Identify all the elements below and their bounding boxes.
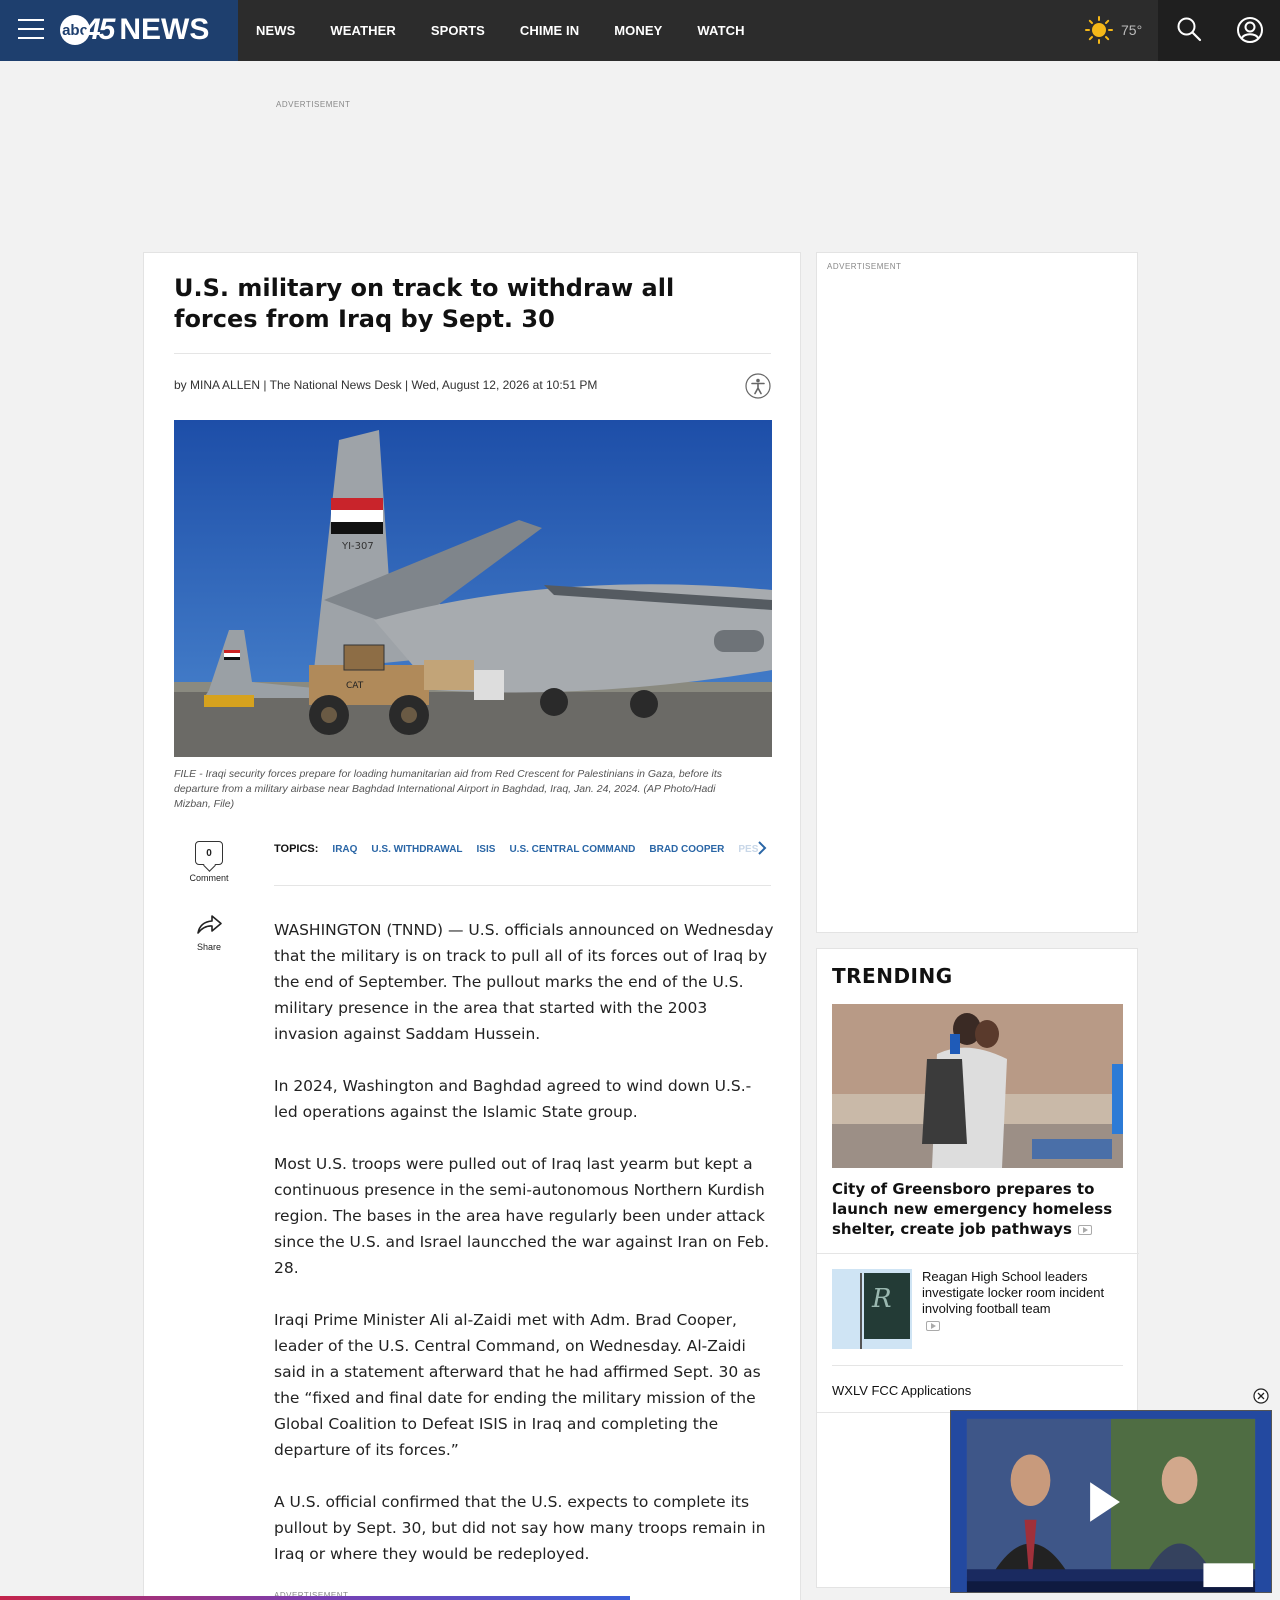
weather-widget[interactable] [1085, 12, 1142, 48]
divider [817, 1253, 1139, 1254]
nav-money[interactable]: MONEY [614, 23, 663, 38]
main-nav [256, 0, 780, 61]
nav-news[interactable]: NEWS [256, 23, 296, 38]
logo-text: NEWS [119, 13, 210, 46]
image-caption: FILE - Iraqi security forces prepare for loading humanitarian aid from Red Crescent for Palestinians in Gaza, before its departure from a military airbase near Baghdad International Airport in Baghdad, Iraq, Jan. 24, 2024. (AP Photo/Hadi Mizban, File) [174, 768, 723, 810]
comment-button[interactable] [184, 841, 234, 883]
trending-headline-text: Reagan High School leaders investigate locker room incident involving football team [922, 1269, 1105, 1316]
trending-image[interactable] [832, 1004, 1123, 1168]
topic-link[interactable]: IRAQ [332, 843, 358, 855]
divider [832, 1365, 1123, 1366]
accessibility-icon[interactable] [745, 373, 771, 399]
comment-count-icon [195, 841, 223, 865]
ad-label-side: ADVERTISEMENT [827, 262, 902, 271]
ad-label-top: ADVERTISEMENT [276, 100, 351, 109]
top-navigation-bar [0, 0, 1280, 61]
topic-link[interactable]: U.S. CENTRAL COMMAND [509, 843, 636, 855]
svg-text:CAT: CAT [346, 681, 364, 691]
article-card [143, 252, 801, 1600]
article-hero-image[interactable] [174, 420, 772, 757]
topic-link[interactable]: ISIS [476, 843, 496, 855]
divider [274, 885, 771, 886]
comment-label: Comment [189, 873, 229, 883]
menu-icon[interactable] [18, 19, 44, 41]
brand-block [0, 0, 238, 61]
reading-progress-bar [0, 1596, 630, 1600]
trending-headline[interactable] [922, 1269, 1127, 1333]
article-paragraph: WASHINGTON (TNND) — U.S. officials announced on Wednesday that the military is on track to pull all of its forces out of Iraq by the end of September. The pullout marks the end of the U.S. military presence in the area that started with the 2003 invasion against Saddam Hussein. [274, 921, 774, 1043]
topic-link[interactable]: PES [738, 843, 759, 855]
svg-text:YI-307: YI-307 [342, 541, 374, 552]
nav-watch[interactable]: WATCH [697, 23, 745, 38]
article-headline: U.S. military on track to withdraw all forces from Iraq by Sept. 30 [174, 274, 675, 333]
site-logo[interactable] [60, 12, 209, 48]
close-icon[interactable] [1253, 1388, 1269, 1404]
chevron-right-icon[interactable] [756, 840, 768, 856]
article-paragraph: A U.S. official confirmed that the U.S. expects to complete its pullout by Sept. 30, but did not say how many troops remain in Iraq or where they would be redeployed. [274, 1493, 766, 1563]
svg-text:R: R [872, 1284, 892, 1314]
divider [174, 353, 771, 354]
nav-sports[interactable]: SPORTS [430, 23, 485, 38]
trending-link[interactable]: WXLV FCC Applications [832, 1383, 972, 1398]
comment-count: 0 [206, 847, 212, 859]
search-icon[interactable] [1176, 16, 1202, 42]
header-actions [1158, 0, 1280, 61]
nav-chime-in[interactable]: CHIME IN [519, 23, 580, 38]
floating-video-player[interactable] [950, 1410, 1272, 1593]
temperature: 75° [1121, 22, 1143, 38]
trending-headline-text: City of Greensboro prepares to launch new emergency homeless shelter, create job pathways [832, 1180, 1113, 1238]
topic-link[interactable]: BRAD COOPER [649, 843, 725, 855]
article-byline: by MINA ALLEN | The National News Desk | Wed, August 12, 2026 at 10:51 PM [174, 378, 598, 392]
topics-bar [274, 839, 770, 859]
topics-label: TOPICS: [274, 843, 319, 855]
video-icon [926, 1321, 940, 1331]
nav-weather[interactable]: WEATHER [330, 23, 396, 38]
article-paragraph: In 2024, Washington and Baghdad agreed to wind down U.S.-led operations against the Islamic State group. [274, 1077, 752, 1121]
share-button[interactable] [184, 913, 234, 952]
topic-link[interactable]: U.S. WITHDRAWAL [371, 843, 463, 855]
share-label: Share [196, 942, 222, 952]
account-icon[interactable] [1236, 16, 1264, 44]
share-icon [195, 913, 223, 935]
video-icon [1078, 1225, 1092, 1235]
trending-title: TRENDING [832, 964, 953, 988]
trending-headline[interactable] [832, 1179, 1127, 1239]
article-paragraph: Iraqi Prime Minister Ali al-Zaidi met with Adm. Brad Cooper, leader of the U.S. Central Command, on Wednesday. Al-Zaidi said in a statement afterward that he had affirmed Sept. 30 as the “fixed and final date for ending the military mission of the Global Coalition to Defeat ISIS in Iraq and completing the departure of its forces.” [274, 1311, 761, 1459]
trending-thumbnail[interactable] [832, 1269, 912, 1349]
article-paragraph: Most U.S. troops were pulled out of Iraq last yearm but kept a continuous presence in the semi-autonomous Northern Kurdish region. The bases in the area have regularly been under attack since the U.S. and Israel launcched the war against Iran on Feb. 28. [274, 1155, 770, 1277]
logo-number: 45 [84, 13, 114, 46]
sun-icon [1085, 16, 1113, 44]
sidebar-ad [816, 252, 1138, 933]
article-body [274, 917, 774, 1593]
logo-abc: abc [60, 15, 90, 45]
